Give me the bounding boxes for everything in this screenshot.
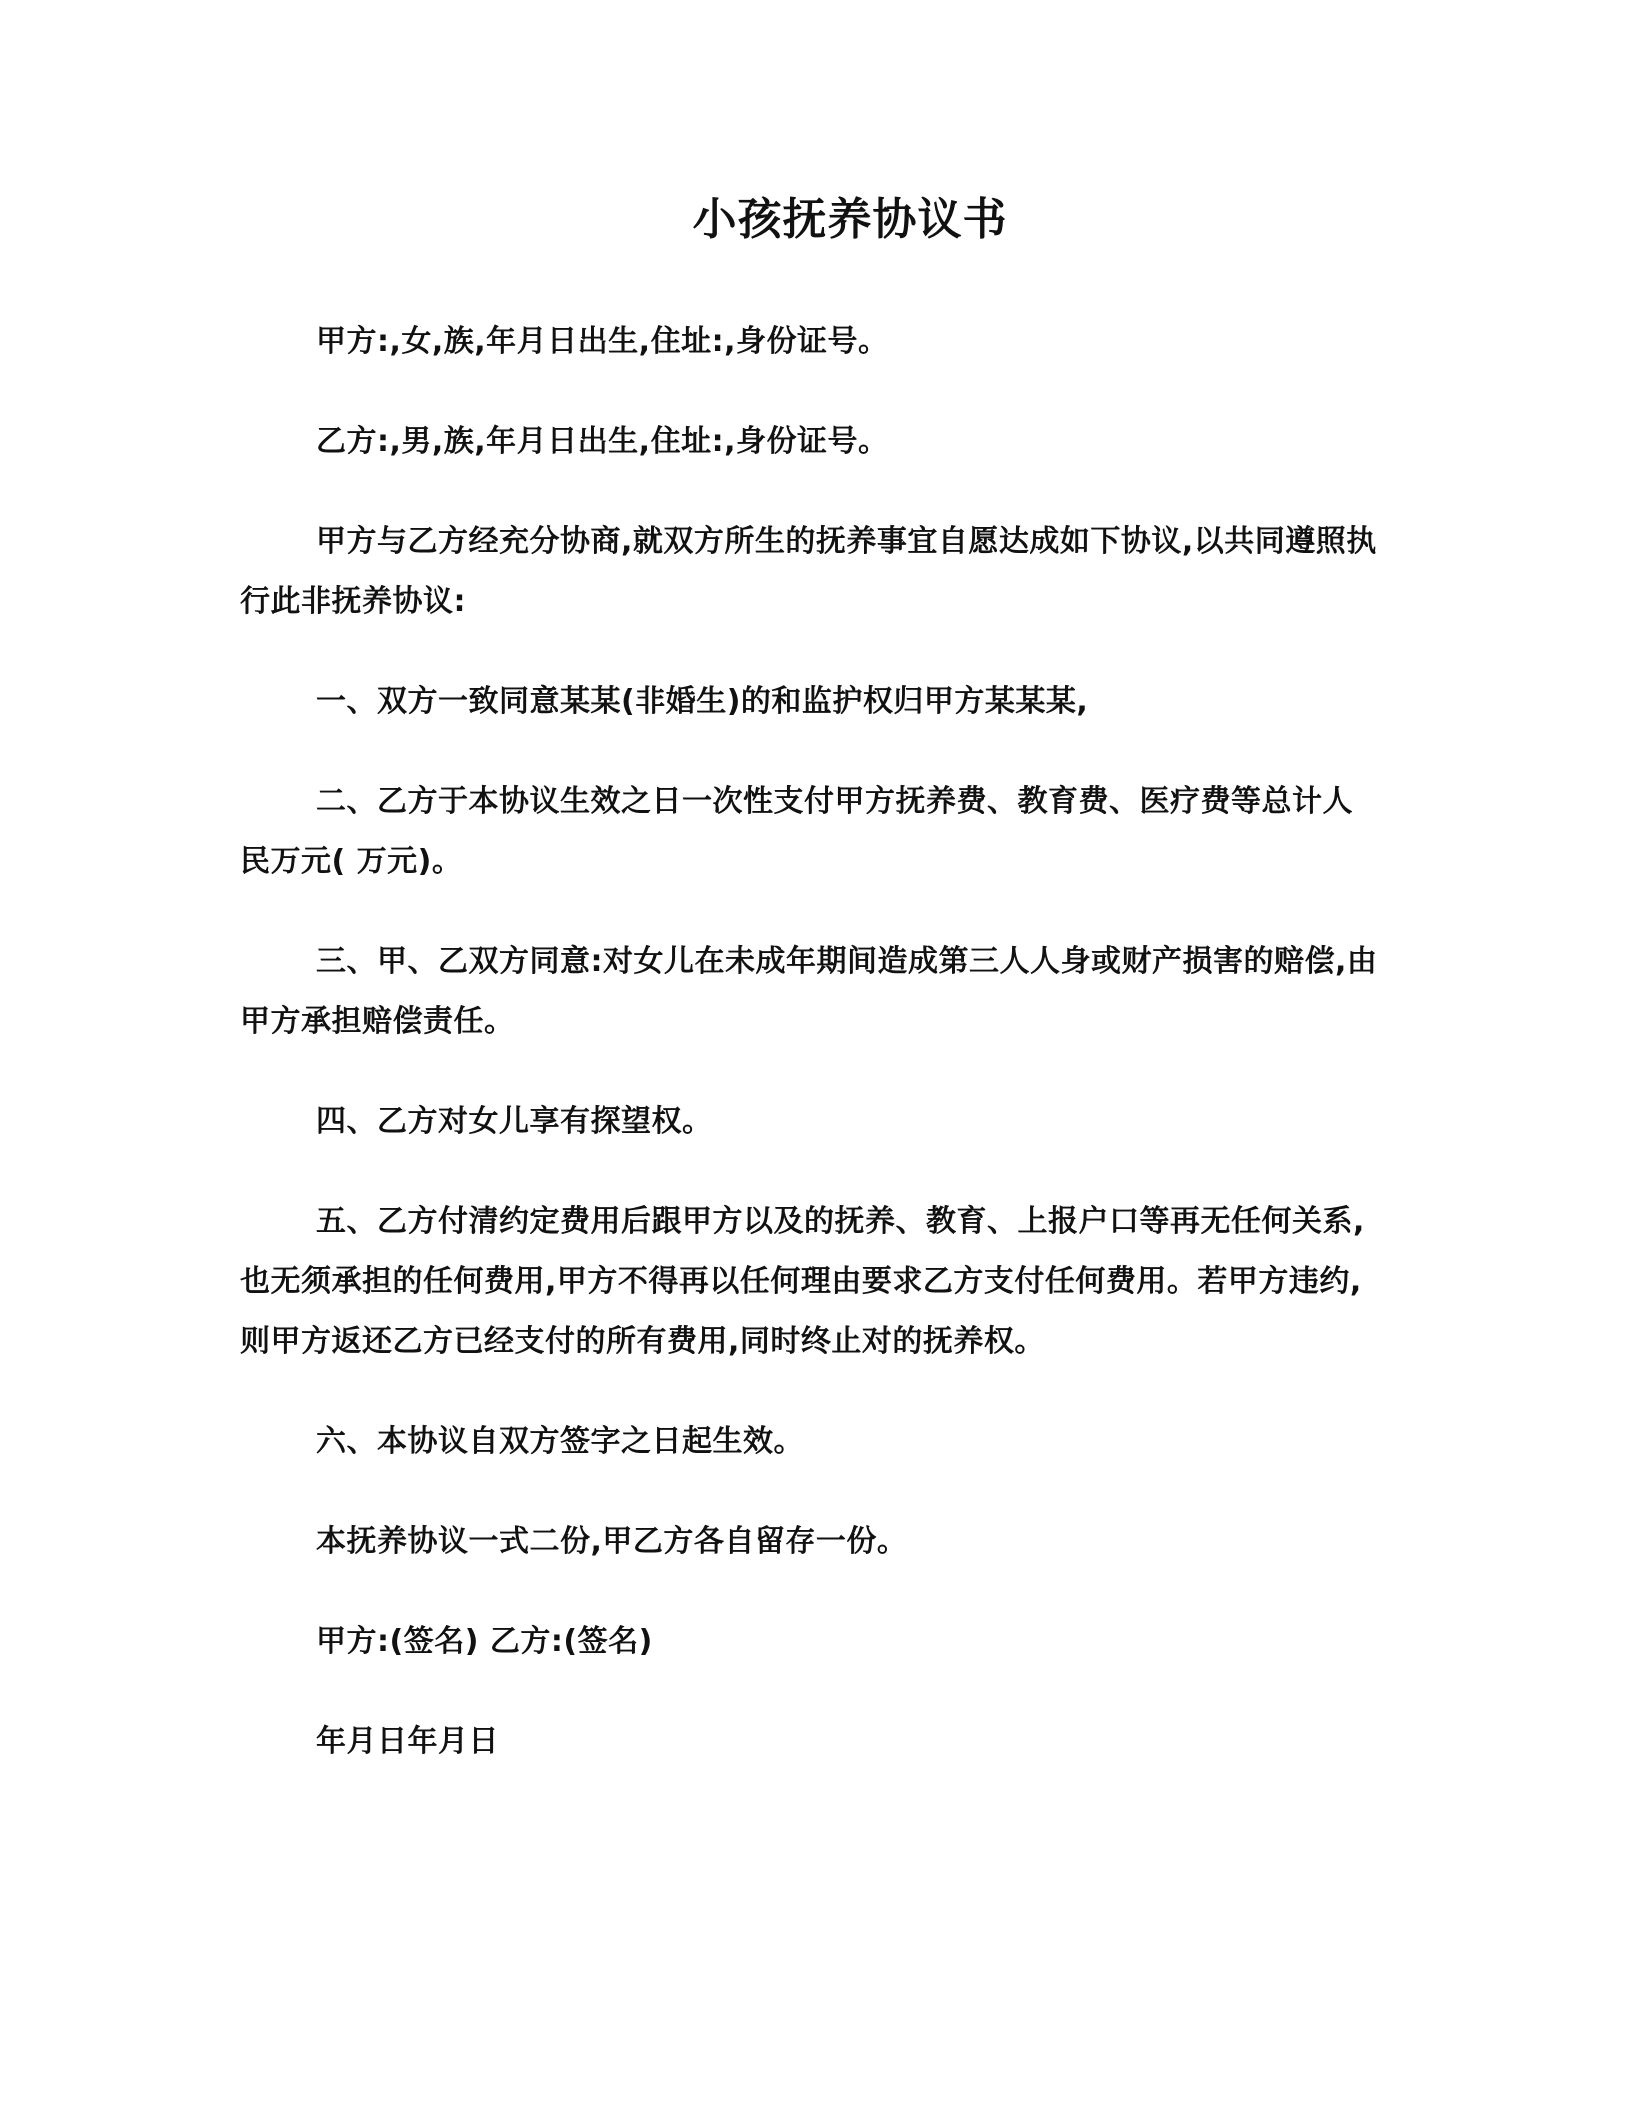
signature-line: 甲方:(签名) 乙方:(签名): [316, 1624, 653, 1659]
clause-4: 四、乙方对女儿享有探望权。: [316, 1104, 713, 1139]
party-a-info: 甲方:,女,族,年月日出生,住址:,身份证号。: [316, 324, 889, 359]
date-line: 年月日年月日: [316, 1724, 499, 1759]
copies-statement: 本抚养协议一式二份,甲乙方各自留存一份。: [316, 1524, 908, 1559]
agreement-intro: 甲方与乙方经充分协商,就双方所生的抚养事宜自愿达成如下协议,以共同遵照执行此非抚养协议:: [240, 524, 1377, 619]
clause-1: 一、双方一致同意某某(非婚生)的和监护权归甲方某某某,: [316, 684, 1089, 719]
document-title: 小孩抚养协议书: [692, 194, 1008, 245]
clause-5: 五、乙方付清约定费用后跟甲方以及的抚养、教育、上报户口等再无任何关系,也无须承担的任何费用,甲方不得再以任何理由要求乙方支付任何费用。若甲方违约,则甲方返还乙方已经支付的所有费用,同时终止对的抚养权。: [240, 1204, 1365, 1359]
clause-2: 二、乙方于本协议生效之日一次性支付甲方抚养费、教育费、医疗费等总计人民万元( 万元)。: [240, 784, 1353, 879]
clause-6: 六、本协议自双方签字之日起生效。: [316, 1424, 804, 1459]
clause-3: 三、甲、乙双方同意:对女儿在未成年期间造成第三人人身或财产损害的赔偿,由甲方承担赔偿责任。: [240, 944, 1378, 1039]
party-b-info: 乙方:,男,族,年月日出生,住址:,身份证号。: [316, 424, 889, 459]
